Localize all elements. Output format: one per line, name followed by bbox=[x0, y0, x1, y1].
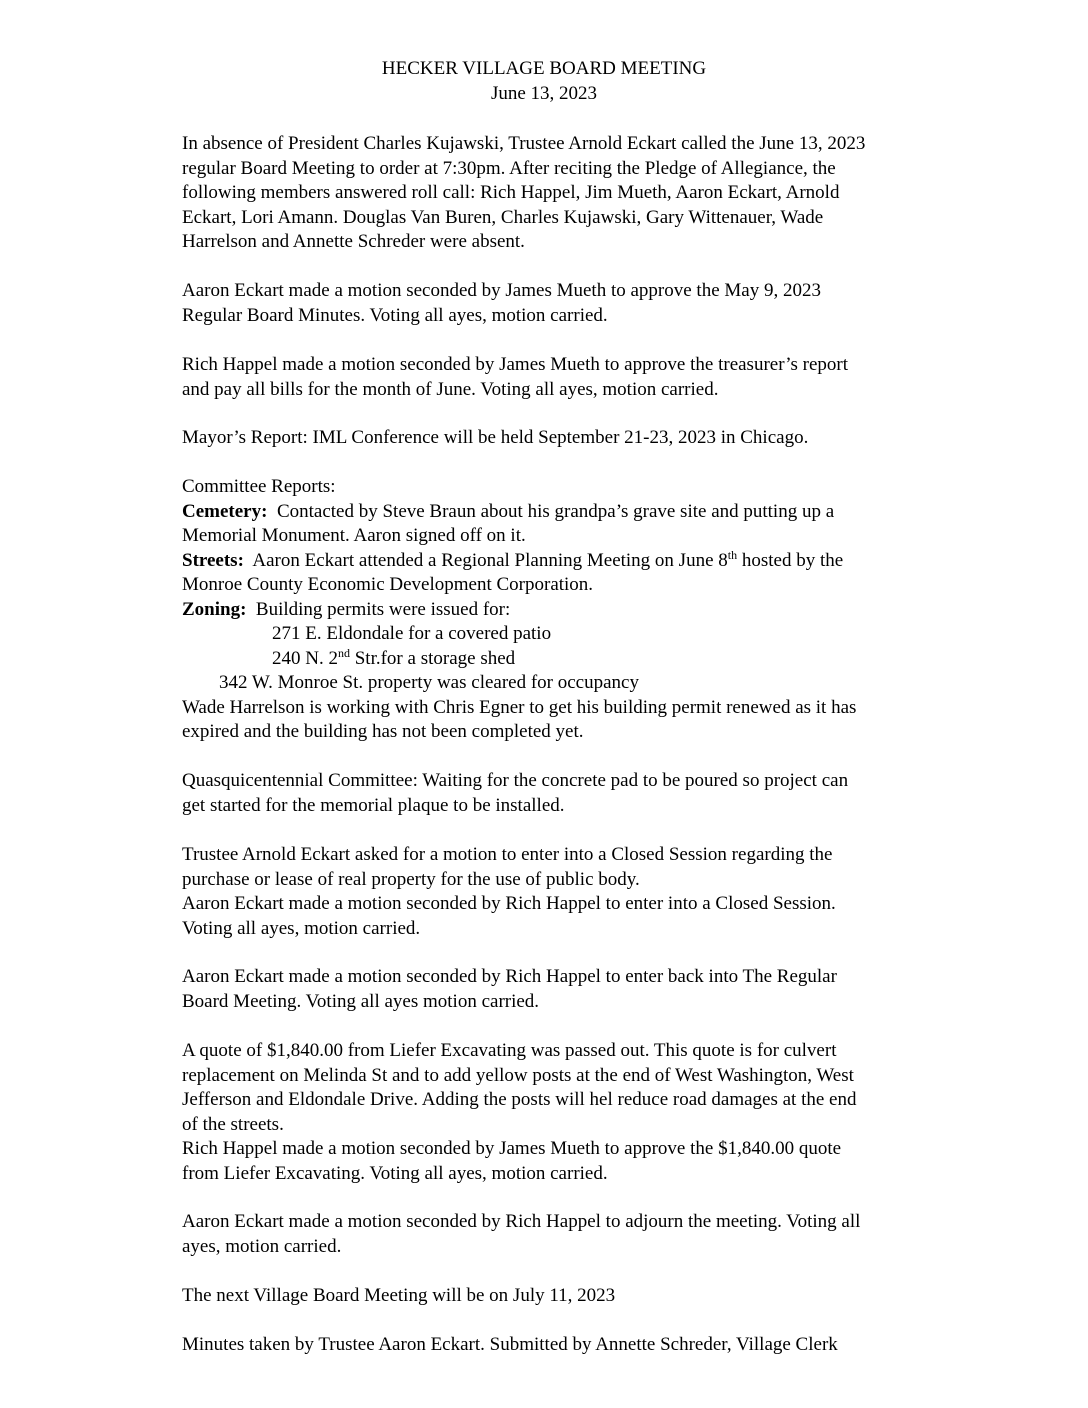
text-line: Aaron Eckart made a motion seconded by James Mueth to approve the May 9, 2023 bbox=[182, 280, 821, 301]
text-line: replacement on Melinda St and to add yellow posts at the end of West Washington, West bbox=[182, 1064, 854, 1086]
text-line: from Liefer Excavating. Voting all ayes, motion carried. bbox=[182, 1162, 608, 1184]
text-line: Quasquicentennial Committee: Waiting for the concrete pad to be poured so project can bbox=[182, 770, 849, 791]
text-line: following members answered roll call: Rich Happel, Jim Mueth, Aaron Eckart, Arnold bbox=[182, 182, 840, 203]
streets-label: Streets: bbox=[182, 549, 244, 571]
cemetery-label: Cemetery: bbox=[182, 500, 268, 522]
text-line: Minutes taken by Trustee Aaron Eckart. Submitted by Annette Schreder, Village Clerk bbox=[182, 1334, 838, 1355]
streets-report bbox=[182, 549, 962, 574]
text-line: Regular Board Minutes. Voting all ayes, motion carried. bbox=[182, 304, 608, 326]
text-line: A quote of $1,840.00 from Liefer Excavating was passed out. This quote is for culvert bbox=[182, 1040, 837, 1061]
permit-item: 271 E. Eldondale for a covered patio bbox=[272, 623, 552, 644]
document-header bbox=[0, 57, 1088, 106]
text-line: Wade Harrelson is working with Chris Egner to get his building permit renewed as it has bbox=[182, 696, 857, 718]
paragraph-minutes-approval bbox=[182, 279, 962, 328]
paragraph-call-to-order bbox=[182, 132, 962, 255]
permit-item bbox=[182, 647, 962, 672]
text-line: The next Village Board Meeting will be on July 11, 2023 bbox=[182, 1285, 616, 1306]
text-line: Board Meeting. Voting all ayes motion carried. bbox=[182, 990, 540, 1012]
paragraph-quasquicentennial bbox=[182, 769, 962, 818]
paragraph-excavating-quote bbox=[182, 1039, 962, 1186]
ordinal-suffix: th bbox=[727, 547, 738, 562]
text-line: Eckart, Lori Amann. Douglas Van Buren, Charles Kujawski, Gary Wittenauer, Wade bbox=[182, 206, 824, 228]
streets-text-end: hosted by the bbox=[737, 549, 844, 571]
committee-heading: Committee Reports: bbox=[182, 476, 336, 497]
paragraph-next-meeting bbox=[182, 1284, 962, 1309]
text-line: and pay all bills for the month of June. Voting all ayes, motion carried. bbox=[182, 378, 719, 400]
text-line: Harrelson and Annette Schreder were absent. bbox=[182, 231, 525, 252]
text-line: Monroe County Economic Development Corporation. bbox=[182, 574, 594, 595]
paragraph-signature bbox=[182, 1333, 962, 1358]
paragraph-adjourn bbox=[182, 1210, 962, 1259]
text-line: Trustee Arnold Eckart asked for a motion to enter into a Closed Session regarding the bbox=[182, 844, 833, 865]
text-line: Mayor’s Report: IML Conference will be held September 21-23, 2023 in Chicago. bbox=[182, 427, 809, 448]
text-line: Aaron Eckart made a motion seconded by Rich Happel to enter into a Closed Session. bbox=[182, 893, 836, 914]
paragraph-treasurer-report bbox=[182, 353, 962, 402]
text-line: Aaron Eckart made a motion seconded by Rich Happel to adjourn the meeting. Voting all bbox=[182, 1211, 861, 1232]
text-line: of the streets. bbox=[182, 1113, 284, 1135]
document-title: HECKER VILLAGE BOARD MEETING bbox=[381, 58, 707, 79]
text-line: Voting all ayes, motion carried. bbox=[182, 917, 421, 939]
paragraph-regular-session bbox=[182, 965, 962, 1014]
text-line: Aaron Eckart made a motion seconded by Rich Happel to enter back into The Regular bbox=[182, 966, 837, 987]
occupancy-note: 342 W. Monroe St. property was cleared for occupancy bbox=[219, 672, 639, 693]
meeting-date: June 13, 2023 bbox=[490, 82, 598, 104]
text-line: get started for the memorial plaque to be installed. bbox=[182, 794, 565, 816]
text-line: Rich Happel made a motion seconded by James Mueth to approve the treasurer’s report bbox=[182, 354, 849, 375]
zoning-report bbox=[182, 598, 962, 623]
text-line: Jefferson and Eldondale Drive. Adding the posts will hel reduce road damages at the end bbox=[182, 1089, 857, 1110]
text-line: Rich Happel made a motion seconded by James Mueth to approve the $1,840.00 quote bbox=[182, 1138, 842, 1159]
cemetery-report bbox=[182, 500, 962, 525]
text-line: expired and the building has not been completed yet. bbox=[182, 721, 584, 742]
text-line: Memorial Monument. Aaron signed off on it. bbox=[182, 525, 526, 546]
permit-text-end: Str.for a storage shed bbox=[349, 647, 516, 669]
ordinal-suffix: nd bbox=[337, 645, 350, 660]
zoning-label: Zoning: bbox=[182, 598, 247, 620]
text-line: purchase or lease of real property for the use of public body. bbox=[182, 868, 640, 890]
cemetery-text: Contacted by Steve Braun about his grandpa’s grave site and putting up a bbox=[267, 500, 835, 522]
paragraph-mayor-report bbox=[182, 426, 962, 451]
paragraph-closed-session bbox=[182, 843, 962, 941]
zoning-text: Building permits were issued for: bbox=[246, 598, 511, 620]
text-line: regular Board Meeting to order at 7:30pm. After reciting the Pledge of Allegiance, the bbox=[182, 157, 836, 179]
streets-text: Aaron Eckart attended a Regional Planning Meeting on June 8 bbox=[243, 549, 728, 571]
permit-text: 240 N. 2 bbox=[272, 647, 338, 669]
committee-reports bbox=[182, 475, 962, 745]
text-line: ayes, motion carried. bbox=[182, 1235, 342, 1257]
text-line: In absence of President Charles Kujawski, Trustee Arnold Eckart called the June 13, 2023 bbox=[182, 133, 866, 154]
